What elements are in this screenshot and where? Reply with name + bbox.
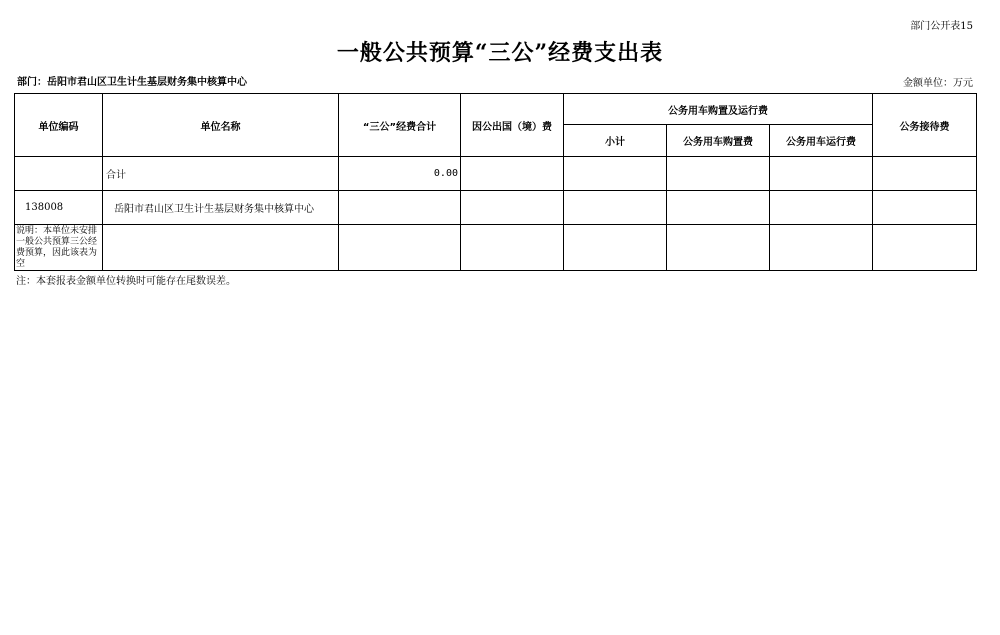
- cell-total-vehicle-purchase: [667, 157, 770, 191]
- footer-note: 注：本套报表金额单位转换时可能存在尾数误差。: [16, 276, 236, 287]
- cell-total-three-total: 0.00: [339, 157, 461, 191]
- cell-note-empty-4: [564, 225, 667, 271]
- page-title: 一般公共预算“三公”经费支出表: [336, 40, 664, 66]
- cell-note-empty-5: [667, 225, 770, 271]
- cell-unit-reception: [873, 191, 977, 225]
- amount-unit-label: 金额单位：万元: [903, 78, 973, 89]
- form-number: 部门公开表15: [910, 21, 973, 32]
- table-row-note: [15, 225, 977, 271]
- cell-total-reception: [873, 157, 977, 191]
- col-header-reception: 公务接待费: [873, 94, 977, 157]
- department-label: 部门：岳阳市君山区卫生计生基层财务集中核算中心: [17, 77, 247, 88]
- cell-note: 说明：本单位未安排一般公共预算三公经费预算，因此该表为空: [15, 225, 103, 271]
- cell-total-code: [15, 157, 103, 191]
- cell-unit-vehicle-operation: [770, 191, 873, 225]
- cell-note-empty-1: [103, 225, 339, 271]
- header-row-1: [15, 94, 977, 125]
- cell-note-empty-6: [770, 225, 873, 271]
- cell-unit-subtotal: [564, 191, 667, 225]
- col-header-unit-code: 单位编码: [15, 94, 103, 157]
- col-header-three-total: “三公”经费合计: [339, 94, 461, 157]
- cell-unit-name: 岳阳市君山区卫生计生基层财务集中核算中心: [103, 191, 339, 225]
- cell-note-empty-3: [461, 225, 564, 271]
- col-header-vehicle-purchase: 公务用车购置费: [667, 125, 770, 157]
- col-header-vehicle-group: 公务用车购置及运行费: [564, 94, 873, 125]
- col-header-vehicle-operation: 公务用车运行费: [770, 125, 873, 157]
- cell-total-subtotal: [564, 157, 667, 191]
- three-public-expense-table: [14, 93, 977, 271]
- col-header-unit-name: 单位名称: [103, 94, 339, 157]
- cell-total-abroad: [461, 157, 564, 191]
- col-header-abroad: 因公出国（境）费: [461, 94, 564, 157]
- cell-total-vehicle-operation: [770, 157, 873, 191]
- cell-unit-vehicle-purchase: [667, 191, 770, 225]
- cell-unit-three-total: [339, 191, 461, 225]
- table-row-total: [15, 157, 977, 191]
- cell-unit-code: 138008: [15, 191, 103, 225]
- col-header-subtotal: 小计: [564, 125, 667, 157]
- cell-note-empty-2: [339, 225, 461, 271]
- cell-unit-abroad: [461, 191, 564, 225]
- cell-note-empty-7: [873, 225, 977, 271]
- table-row-unit: [15, 191, 977, 225]
- cell-total-label: 合计: [103, 157, 339, 191]
